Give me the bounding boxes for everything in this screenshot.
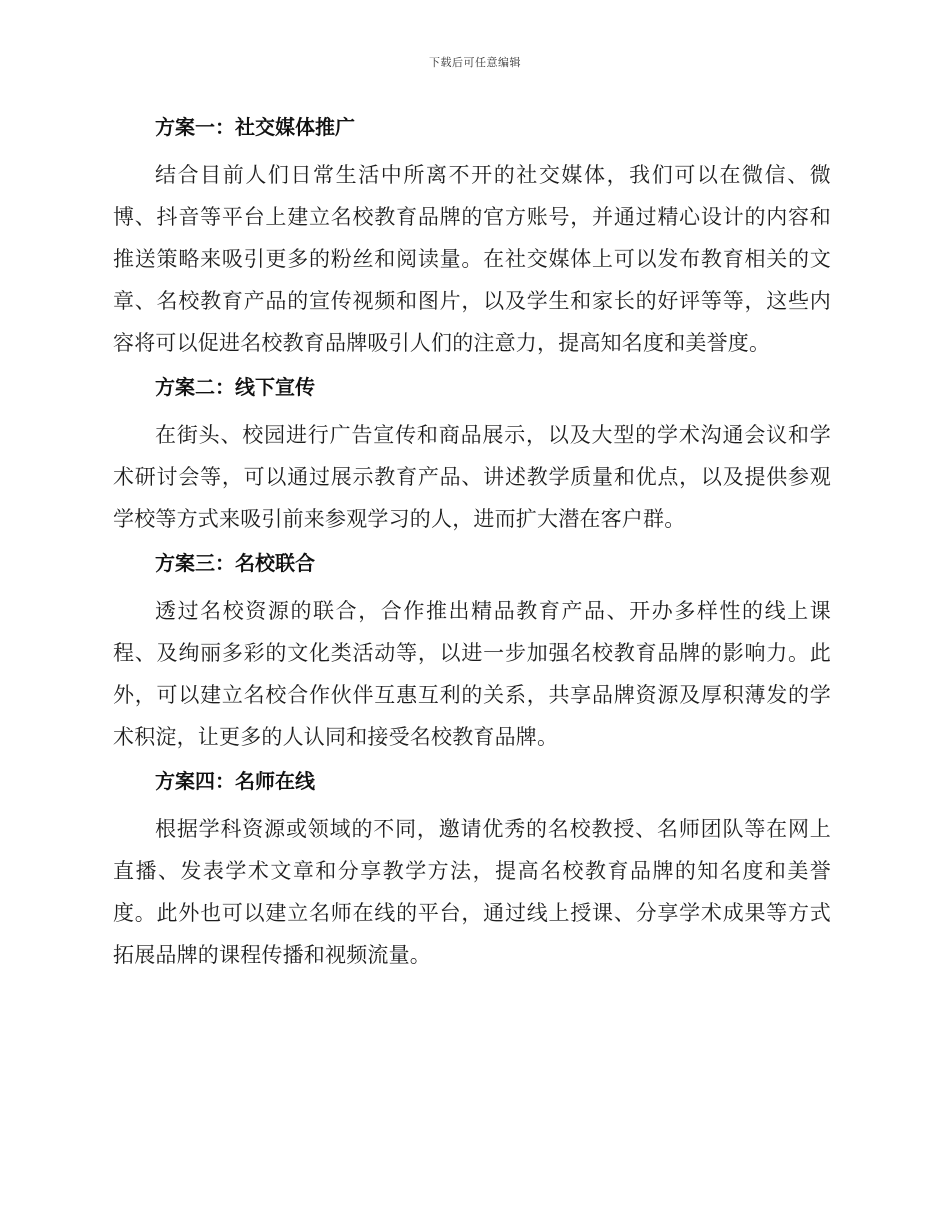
section-paragraph: 透过名校资源的联合，合作推出精品教育产品、开办多样性的线上课程、及绚丽多彩的文化类活动等，以进一步加强名校教育品牌的影响力。此外，可以建立名校合作伙伴互惠互利的关系，共享品牌资源及厚积薄发的学术积淀，让更多的人认同和接受名校教育品牌。 bbox=[113, 599, 831, 749]
section-1 bbox=[113, 110, 831, 364]
section-heading: 方案三：名校联合 bbox=[155, 551, 315, 575]
section-2 bbox=[113, 370, 831, 540]
section-4 bbox=[113, 764, 831, 976]
section-heading: 方案二：线下宣传 bbox=[155, 375, 315, 399]
section-paragraph: 结合目前人们日常生活中所离不开的社交媒体，我们可以在微信、微博、抖音等平台上建立名校教育品牌的官方账号，并通过精心设计的内容和推送策略来吸引更多的粉丝和阅读量。在社交媒体上可以发布教育相关的文章、名校教育产品的宣传视频和图片，以及学生和家长的好评等等，这些内容将可以促进名校教育品牌吸引人们的注意力，提高知名度和美誉度。 bbox=[113, 163, 831, 355]
section-heading: 方案一：社交媒体推广 bbox=[155, 115, 355, 139]
section-paragraph: 根据学科资源或领域的不同，邀请优秀的名校教授、名师团队等在网上直播、发表学术文章和分享教学方法，提高名校教育品牌的知名度和美誉度。此外也可以建立名师在线的平台，通过线上授课、分享学术成果等方式拓展品牌的课程传播和视频流量。 bbox=[113, 817, 831, 967]
document-body bbox=[113, 110, 831, 982]
section-3 bbox=[113, 546, 831, 758]
page-header-note: 下载后可任意编辑 bbox=[429, 56, 521, 69]
section-heading: 方案四：名师在线 bbox=[155, 769, 315, 793]
section-paragraph: 在街头、校园进行广告宣传和商品展示，以及大型的学术沟通会议和学术研讨会等，可以通过展示教育产品、讲述教学质量和优点，以及提供参观学校等方式来吸引前来参观学习的人，进而扩大潜在客户群。 bbox=[113, 423, 831, 531]
